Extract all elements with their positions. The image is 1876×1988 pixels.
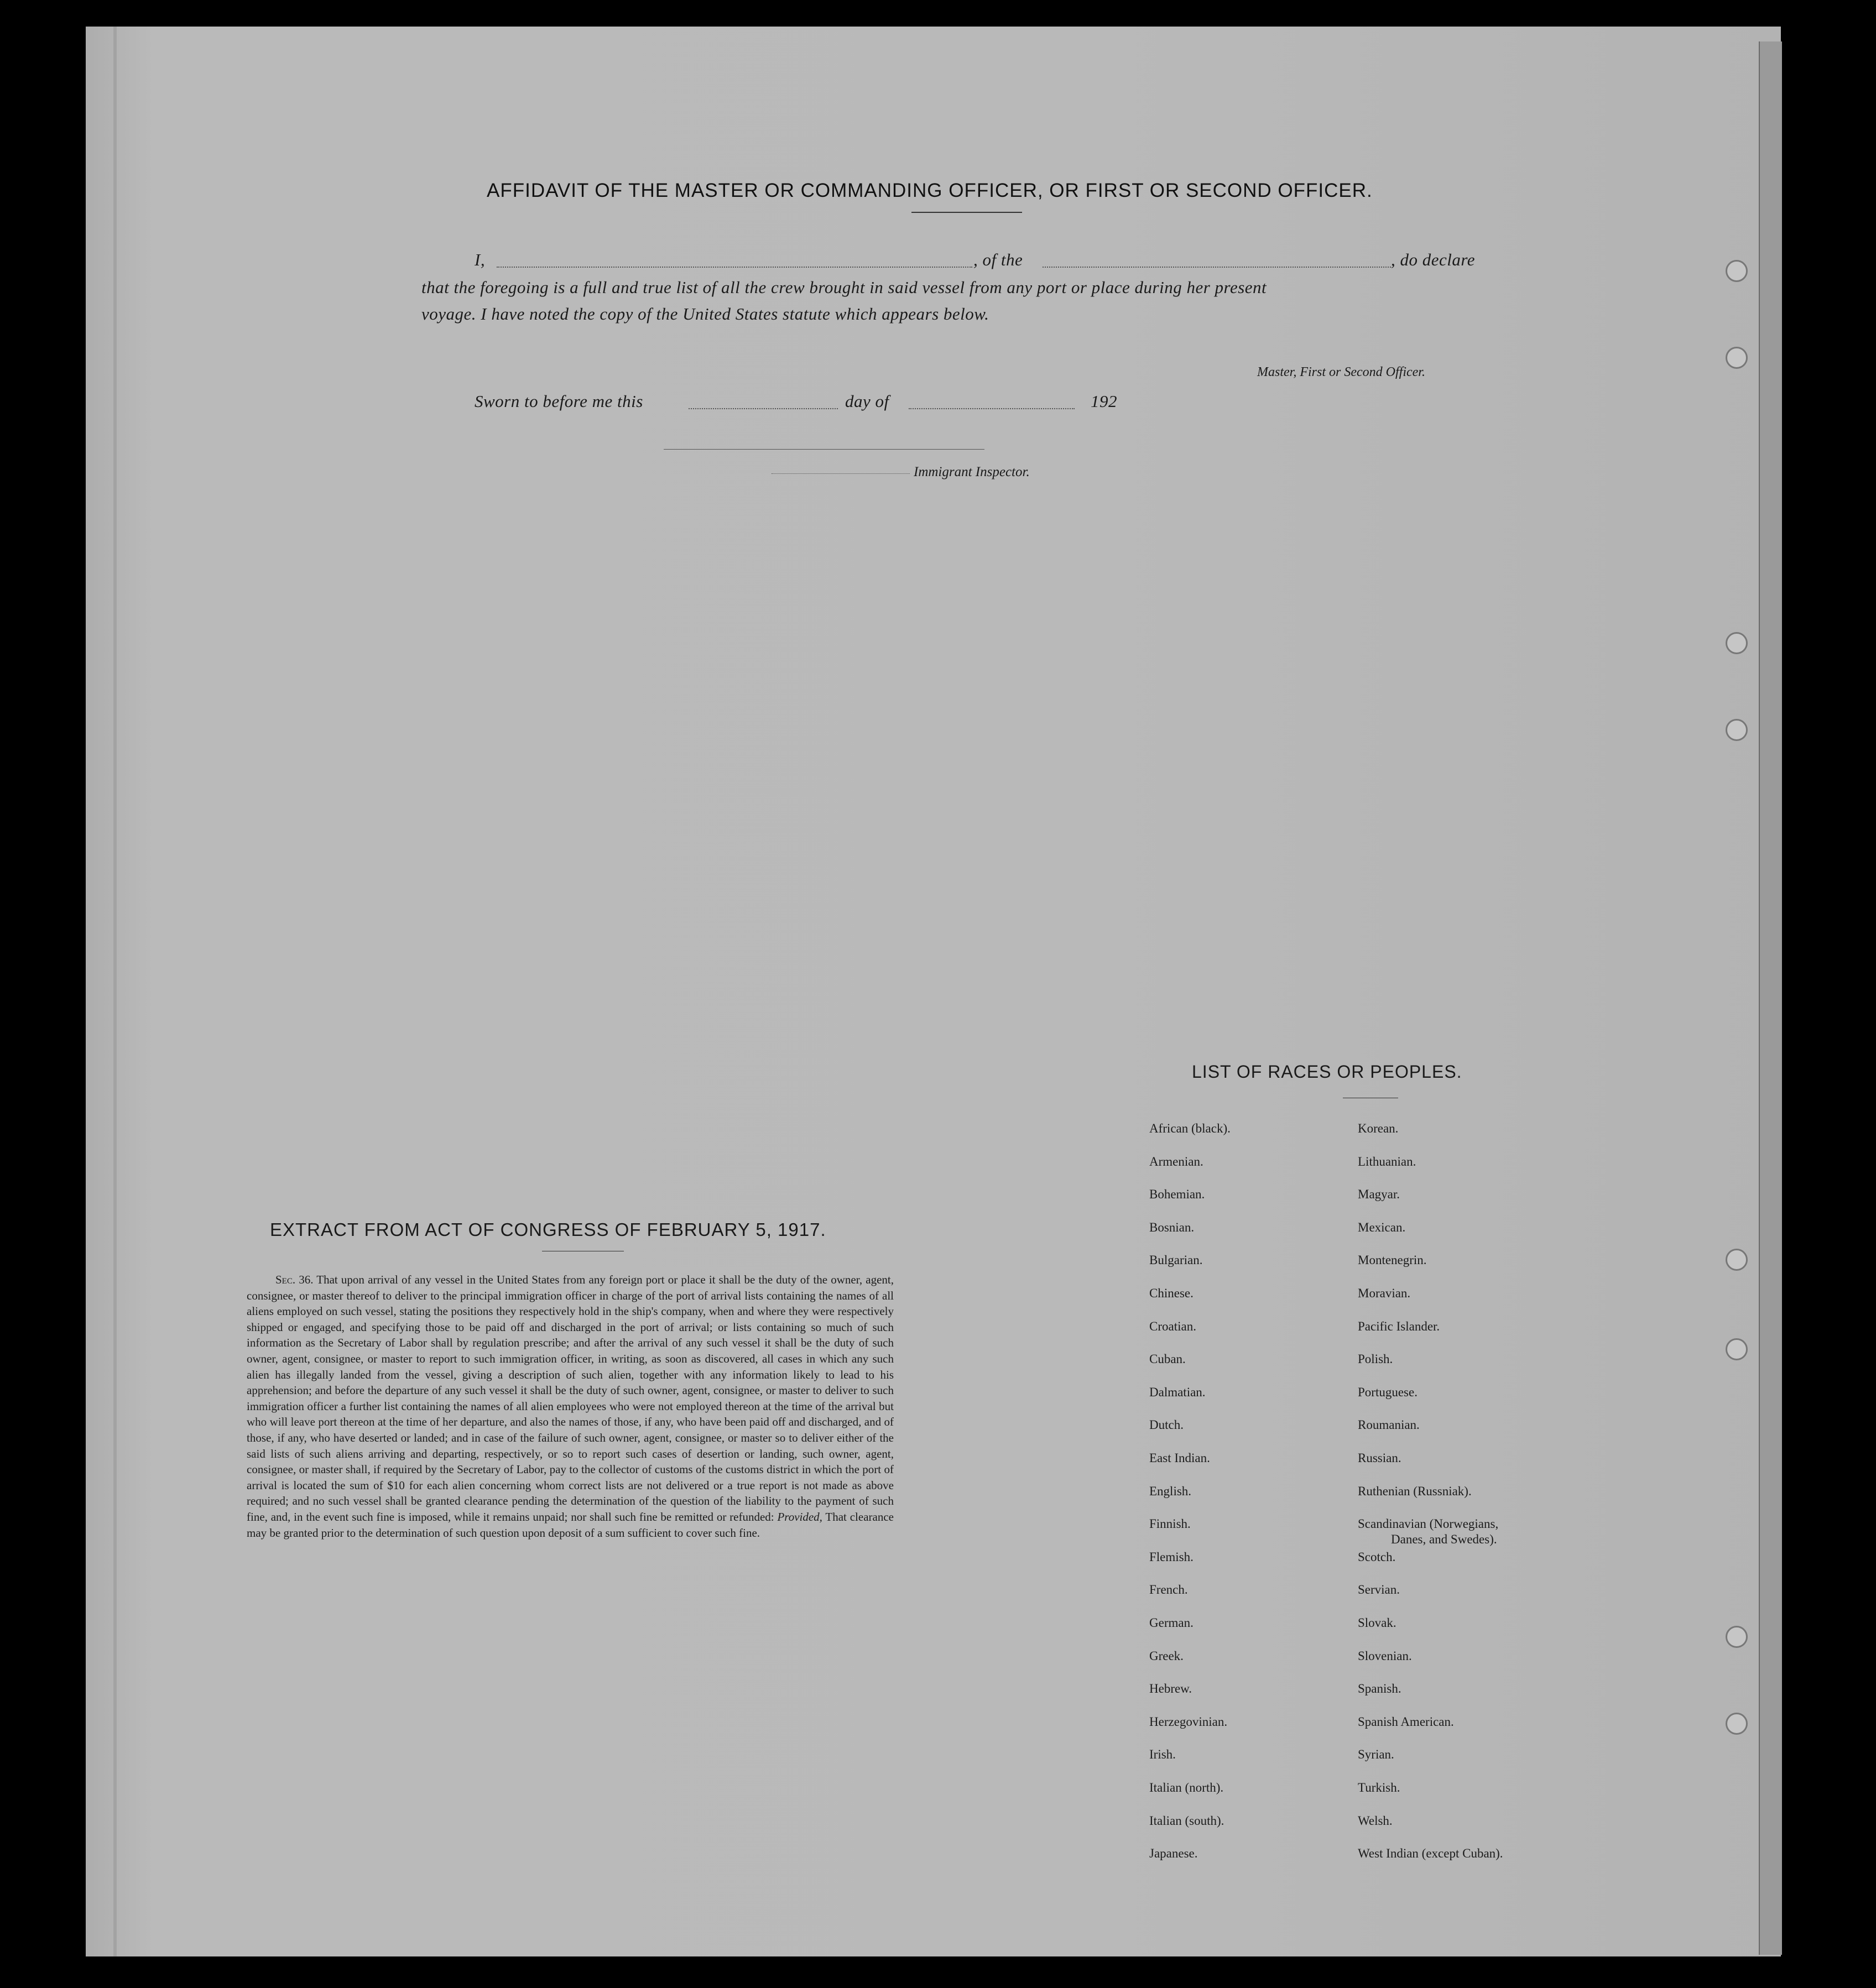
sworn-year: 192 xyxy=(1091,392,1117,411)
statute-provided: Provided, xyxy=(777,1510,822,1523)
race-item: Ruthenian (Russniak). xyxy=(1358,1484,1472,1498)
race-item: Croatian. xyxy=(1149,1319,1196,1333)
race-item: Spanish American. xyxy=(1358,1714,1454,1729)
race-item: Korean. xyxy=(1358,1121,1399,1135)
affidavit-line2: that the foregoing is a full and true list of all the crew brought in said vessel from any port or place during her present xyxy=(421,278,1267,297)
race-item: Moravian. xyxy=(1358,1286,1411,1300)
sworn-month-blank[interactable] xyxy=(909,408,1075,409)
statute-section-label: Sec. 36. xyxy=(275,1273,314,1286)
affidavit-title: AFFIDAVIT OF THE MASTER OR COMMANDING OFFICER, OR FIRST OR SECOND OFFICER. xyxy=(487,180,1373,201)
signature-caption: Master, First or Second Officer. xyxy=(1257,365,1425,379)
title-underline xyxy=(911,212,1022,213)
race-item: Bohemian. xyxy=(1149,1187,1205,1202)
race-item: Armenian. xyxy=(1149,1154,1203,1168)
race-item: Cuban. xyxy=(1149,1352,1186,1366)
race-item: Roumanian. xyxy=(1358,1418,1420,1432)
inspector-signature-line xyxy=(664,449,984,450)
race-item: Scotch. xyxy=(1358,1549,1396,1564)
statute-body-1: That upon arrival of any vessel in the United States from any foreign port or place it shall be the duty of the owner, agent, consignee, or master thereof to deliver to the principal immigration officer in charge of the port of arrival lists containing the names of all aliens employed on such vessel, stating the positions they respectively hold in the ship's company, when and where they were respectively shipped or engaged, and specifying those to be paid off and discharged in the port of arrival; or lists containing so much of such information as the Secretary of Labor shall by regulation prescribe; and after the arrival of any such vessel it shall be the duty of such owner, agent, consignee, or master to report to such immigration officer, in writing, as soon as discovered, all cases in which any such alien has illegally landed from the vessel, giving a description of such alien, together with any information likely to lead to his apprehension; and before the departure of any such vessel it shall be the duty of such owner, agent, consignee, or master to deliver to such immigration officer a further list containing the names of all alien employees who were not employed thereon at the time of the arrival but who will leave port thereon at the time of her departure, and also the names of those, if any, who have been paid off and discharged, and of those, if any, who have deserted or landed; and in case of the failure of such owner, agent, consignee, or master so to deliver either of the said lists of such aliens arriving and departing, respectively, or so to report such cases of desertion or landing, such owner, agent, consignee, or master shall, if required by the Secretary of Labor, pay to the collector of customs of the customs district in which the port of arrival is located the sum of $10 for each alien concerning whom correct lists are not delivered or a true report is not made as above required; and no such vessel shall be granted clearance pending the determination of the question of the liability to the payment of such fine, and, in the event such fine is imposed, while it remains unpaid; nor shall such fine be remitted or refunded: xyxy=(247,1273,894,1523)
race-item: Lithuanian. xyxy=(1358,1154,1416,1168)
race-item: Portuguese. xyxy=(1358,1385,1418,1399)
race-item: West Indian (except Cuban). xyxy=(1358,1846,1503,1861)
binder-hole xyxy=(1726,347,1748,369)
affidavit-i: I, xyxy=(475,250,486,269)
race-item: French. xyxy=(1149,1583,1188,1597)
race-item: Pacific Islander. xyxy=(1358,1319,1440,1333)
race-item: German. xyxy=(1149,1616,1194,1630)
race-item: English. xyxy=(1149,1484,1192,1498)
race-item: Italian (north). xyxy=(1149,1781,1224,1794)
race-item: Turkish. xyxy=(1358,1781,1400,1794)
race-item: Scandinavian (Norwegians, xyxy=(1358,1517,1499,1531)
page-edge xyxy=(1759,41,1782,1955)
race-item: Bulgarian. xyxy=(1149,1253,1203,1267)
race-item: Japanese. xyxy=(1149,1846,1198,1861)
race-item: Montenegrin. xyxy=(1358,1253,1427,1267)
affidavit-line3: voyage. I have noted the copy of the United States statute which appears below. xyxy=(421,304,989,323)
race-item: East Indian. xyxy=(1149,1451,1210,1465)
race-item: Hebrew. xyxy=(1149,1682,1192,1696)
affidavit-of-the: , of the xyxy=(973,250,1023,269)
races-title: LIST OF RACES OR PEOPLES. xyxy=(1192,1062,1462,1082)
affidavit-do-declare: , do declare xyxy=(1391,250,1476,269)
name-blank[interactable] xyxy=(497,267,972,268)
race-item: Dalmatian. xyxy=(1149,1385,1206,1399)
binder-hole xyxy=(1726,632,1748,654)
race-item: Dutch. xyxy=(1149,1418,1184,1432)
race-item: Flemish. xyxy=(1149,1549,1194,1564)
race-item: Danes, and Swedes). xyxy=(1391,1532,1497,1547)
binder-hole xyxy=(1726,260,1748,282)
sworn-day-of: day of xyxy=(845,392,889,411)
race-item: Russian. xyxy=(1358,1451,1401,1465)
signature-blank[interactable] xyxy=(1206,354,1482,355)
statute-text xyxy=(247,1272,894,1541)
binder-hole xyxy=(1726,1249,1748,1271)
race-item: Polish. xyxy=(1358,1352,1393,1366)
binder-hole xyxy=(1726,1338,1748,1360)
race-item: Syrian. xyxy=(1358,1747,1394,1762)
race-item: Italian (south). xyxy=(1149,1813,1224,1828)
race-item: Greek. xyxy=(1149,1648,1184,1663)
race-item: Irish. xyxy=(1149,1747,1176,1762)
page-fold xyxy=(113,27,117,1956)
inspector-blank[interactable] xyxy=(772,473,910,474)
binder-hole xyxy=(1726,719,1748,741)
race-item: Finnish. xyxy=(1149,1517,1191,1531)
inspector-caption: Immigrant Inspector. xyxy=(914,465,1030,479)
binder-hole xyxy=(1726,1713,1748,1735)
race-item: Herzegovinian. xyxy=(1149,1714,1228,1729)
sworn-prefix: Sworn to before me this xyxy=(475,392,643,411)
race-item: Slovenian. xyxy=(1358,1648,1412,1663)
sworn-day-blank[interactable] xyxy=(689,408,838,409)
race-item: Servian. xyxy=(1358,1583,1400,1597)
race-item: Magyar. xyxy=(1358,1187,1400,1202)
race-item: Bosnian. xyxy=(1149,1220,1195,1234)
race-item: Chinese. xyxy=(1149,1286,1194,1300)
vessel-blank[interactable] xyxy=(1043,267,1391,268)
race-item: Slovak. xyxy=(1358,1616,1396,1630)
race-item: African (black). xyxy=(1149,1121,1231,1135)
race-item: Welsh. xyxy=(1358,1813,1393,1828)
race-item: Mexican. xyxy=(1358,1220,1406,1234)
binder-hole xyxy=(1726,1626,1748,1648)
statute-body-2: That clearance may be granted prior to the determination of such question upon deposit of a sum sufficient to cover such fine. xyxy=(247,1510,894,1540)
extract-title: EXTRACT FROM ACT OF CONGRESS OF FEBRUARY 5, 1917. xyxy=(270,1219,826,1240)
race-item: Spanish. xyxy=(1358,1682,1401,1696)
